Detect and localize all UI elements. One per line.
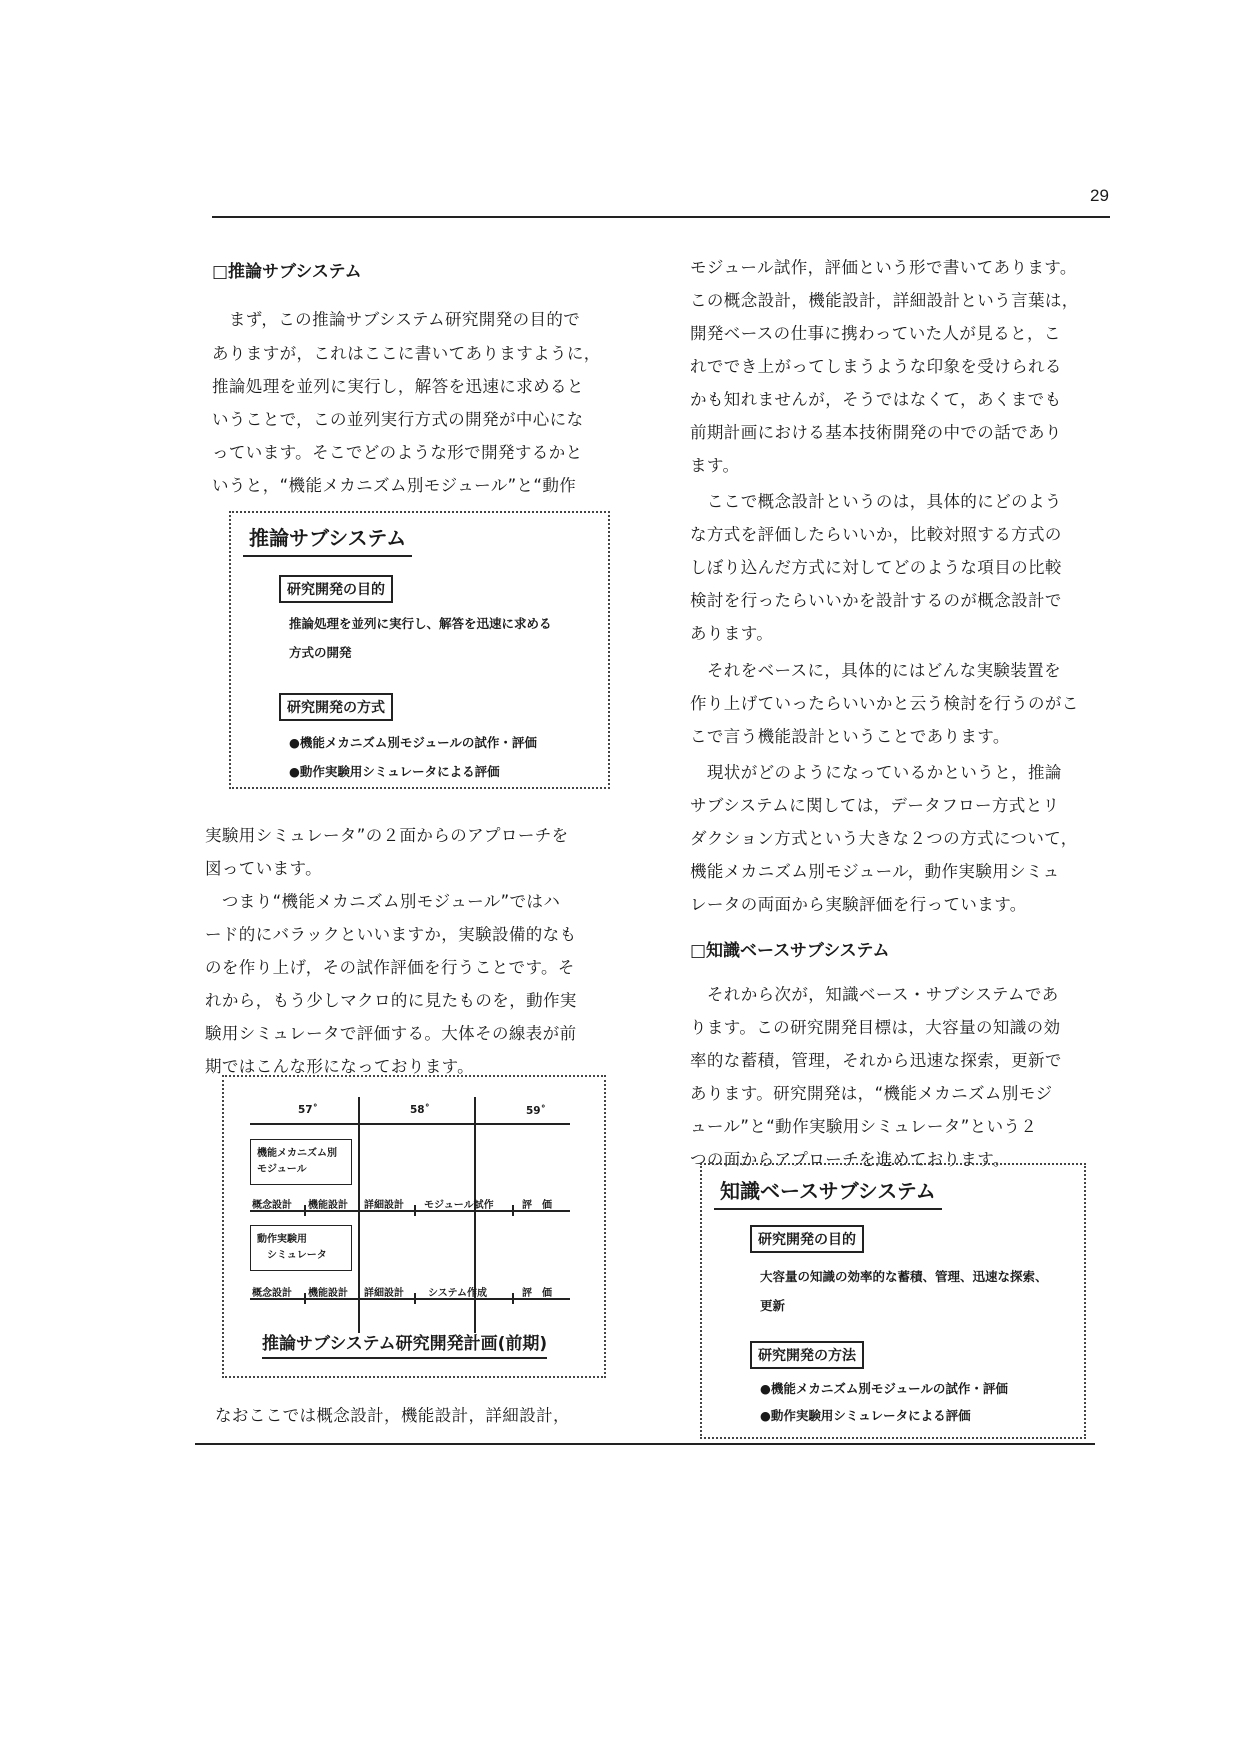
text-line: それをベースに，具体的にはどんな実験装置を [690, 661, 1061, 680]
timeline-caption: 推論サブシステム研究開発計画(前期) [262, 1329, 547, 1359]
text-line: かも知れませんが，そうではなくて，あくまでも [690, 390, 1062, 409]
text-line: のを作り上げ，その試作評価を行うことです。そ [205, 958, 575, 977]
step-label: モジュール試作 [424, 1200, 494, 1211]
text-line: ます。 [690, 456, 740, 475]
text-line: ダクション方式という大きな２つの方式について， [690, 829, 1078, 848]
text-line: 機能メカニズム別モジュール，動作実験用シミュ [690, 862, 1060, 881]
text-line: サブシステムに関しては，データフロー方式とリ [690, 796, 1060, 815]
knowledge-base-subsystem-box [700, 1163, 1086, 1439]
method-item: ●動作実験用シミュレータによる評価 [289, 764, 500, 779]
text-line: 開発ベースの仕事に携わっていた人が見ると，こ [690, 324, 1061, 343]
purpose-text: 方式の開発 [289, 645, 352, 660]
text-line: レータの両面から実験評価を行っています。 [690, 895, 1027, 914]
simulator-label-line: シミュレータ [257, 1250, 327, 1261]
page-number: 29 [1090, 186, 1109, 205]
text-line: 期ではこんな形になっております。 [205, 1057, 475, 1076]
year-label: 59˚ [526, 1105, 546, 1117]
tick [512, 1293, 514, 1304]
tick [414, 1205, 416, 1216]
timeline-axis [250, 1123, 570, 1125]
text-line: 現状がどのようになっているかというと，推論 [690, 763, 1062, 782]
step-label: 概念設計 [252, 1200, 292, 1211]
text-line: っています。そこでどのような形で開発するかと [212, 443, 583, 462]
text-line: 率的な蓄積，管理，それから迅速な探索，更新で [690, 1051, 1062, 1070]
text-line: あります。 [690, 624, 774, 643]
text-line: 前期計画における基本技術開発の中での話であり [690, 423, 1062, 442]
text-line: れから，もう少しマクロ的に見たものを，動作実 [205, 991, 577, 1010]
purpose-label: 研究開発の目的 [279, 575, 393, 603]
step-label: 評 価 [522, 1288, 552, 1299]
purpose-text: 更新 [760, 1298, 786, 1313]
text-line: 推論処理を並列に実行し，解答を迅速に求めると [212, 377, 584, 396]
year-label: 58˚ [410, 1104, 430, 1116]
purpose-text: 推論処理を並列に実行し、解答を迅速に求める [289, 616, 552, 631]
step-label: システム作成 [428, 1288, 487, 1299]
step-label: 詳細設計 [364, 1200, 404, 1211]
header-rule [212, 216, 1110, 218]
text-line: この概念設計，機能設計，詳細設計という言葉は， [690, 291, 1079, 310]
text-line: 図っています。 [205, 859, 322, 878]
module-label-box [250, 1139, 352, 1185]
step-label: 機能設計 [308, 1200, 348, 1211]
tick [304, 1205, 306, 1216]
step-label: 概念設計 [252, 1288, 292, 1299]
text-line: 作り上げていったらいいかと云う検討を行うのがこ [690, 694, 1079, 713]
simulator-label-line: 動作実験用 [257, 1234, 307, 1245]
text-line: まず，この推論サブシステム研究開発の目的で [212, 310, 581, 329]
method-item: ●動作実験用シミュレータによる評価 [760, 1408, 971, 1423]
step-label: 機能設計 [308, 1288, 348, 1299]
text-line: いうことで，この並列実行方式の開発が中心にな [212, 410, 584, 429]
tick [512, 1205, 514, 1216]
purpose-label: 研究開発の目的 [750, 1225, 864, 1253]
method-label: 研究開発の方法 [750, 1341, 864, 1369]
section-heading-inference: □推論サブシステム [212, 262, 362, 282]
simulator-label-box [250, 1225, 352, 1271]
plan-timeline-box [222, 1075, 606, 1378]
text-line: ュール”と“動作実験用シミュレータ”という２ [690, 1117, 1038, 1136]
text-line: こで言う機能設計ということであります。 [690, 727, 1010, 746]
text-line: 実験用シミュレータ”の２面からのアプローチを [205, 826, 569, 845]
box-title: 推論サブシステム [243, 522, 412, 557]
box-title: 知識ベースサブシステム [714, 1175, 942, 1210]
text-line: ありますが，これはここに書いてありますように， [212, 344, 601, 363]
text-line: ード的にバラックといいますか，実験設備的なも [205, 925, 577, 944]
text-line: つの面からアプローチを進めております。 [690, 1150, 1010, 1169]
text-line: ります。この研究開発目標は，大容量の知識の効 [690, 1018, 1061, 1037]
text-line: ここで概念設計というのは，具体的にどのよう [690, 492, 1062, 511]
step-label: 詳細設計 [364, 1288, 404, 1299]
text-line: 験用シミュレータで評価する。大体その線表が前 [205, 1024, 577, 1043]
text-line: あります。研究開発は，“機能メカニズム別モジ [690, 1084, 1053, 1103]
text-line: いうと，“機能メカニズム別モジュール”と“動作 [212, 476, 577, 495]
method-label: 研究開発の方式 [279, 693, 393, 721]
text-line: モジュール試作，評価という形で書いてあります。 [690, 258, 1077, 277]
method-item: ●機能メカニズム別モジュールの試作・評価 [289, 735, 537, 750]
module-label-line: 機能メカニズム別 [257, 1148, 337, 1159]
text-line: な方式を評価したらいいか，比較対照する方式の [690, 525, 1062, 544]
text-line: それから次が，知識ベース・サブシステムであ [690, 985, 1059, 1004]
method-item: ●機能メカニズム別モジュールの試作・評価 [760, 1381, 1008, 1396]
step-label: 評 価 [522, 1200, 552, 1211]
text-line: 検討を行ったらいいかを設計するのが概念設計で [690, 591, 1062, 610]
text-line: つまり“機能メカニズム別モジュール”ではハ [205, 892, 561, 911]
module-label-line: モジュール [257, 1164, 307, 1175]
inference-subsystem-box [229, 511, 610, 789]
text-line: しぼり込んだ方式に対してどのような項目の比較 [690, 558, 1062, 577]
tick [414, 1293, 416, 1304]
year-label: 57˚ [298, 1104, 318, 1116]
text-line: なおここでは概念設計，機能設計，詳細設計， [215, 1406, 570, 1425]
section-heading-knowledge-base: □知識ベースサブシステム [690, 941, 890, 961]
text-line: れででき上がってしまうような印象を受けられる [690, 357, 1062, 376]
purpose-text: 大容量の知識の効率的な蓄積、管理、迅速な探索、 [760, 1269, 1048, 1284]
tick [304, 1293, 306, 1304]
footer-rule [195, 1443, 1095, 1445]
